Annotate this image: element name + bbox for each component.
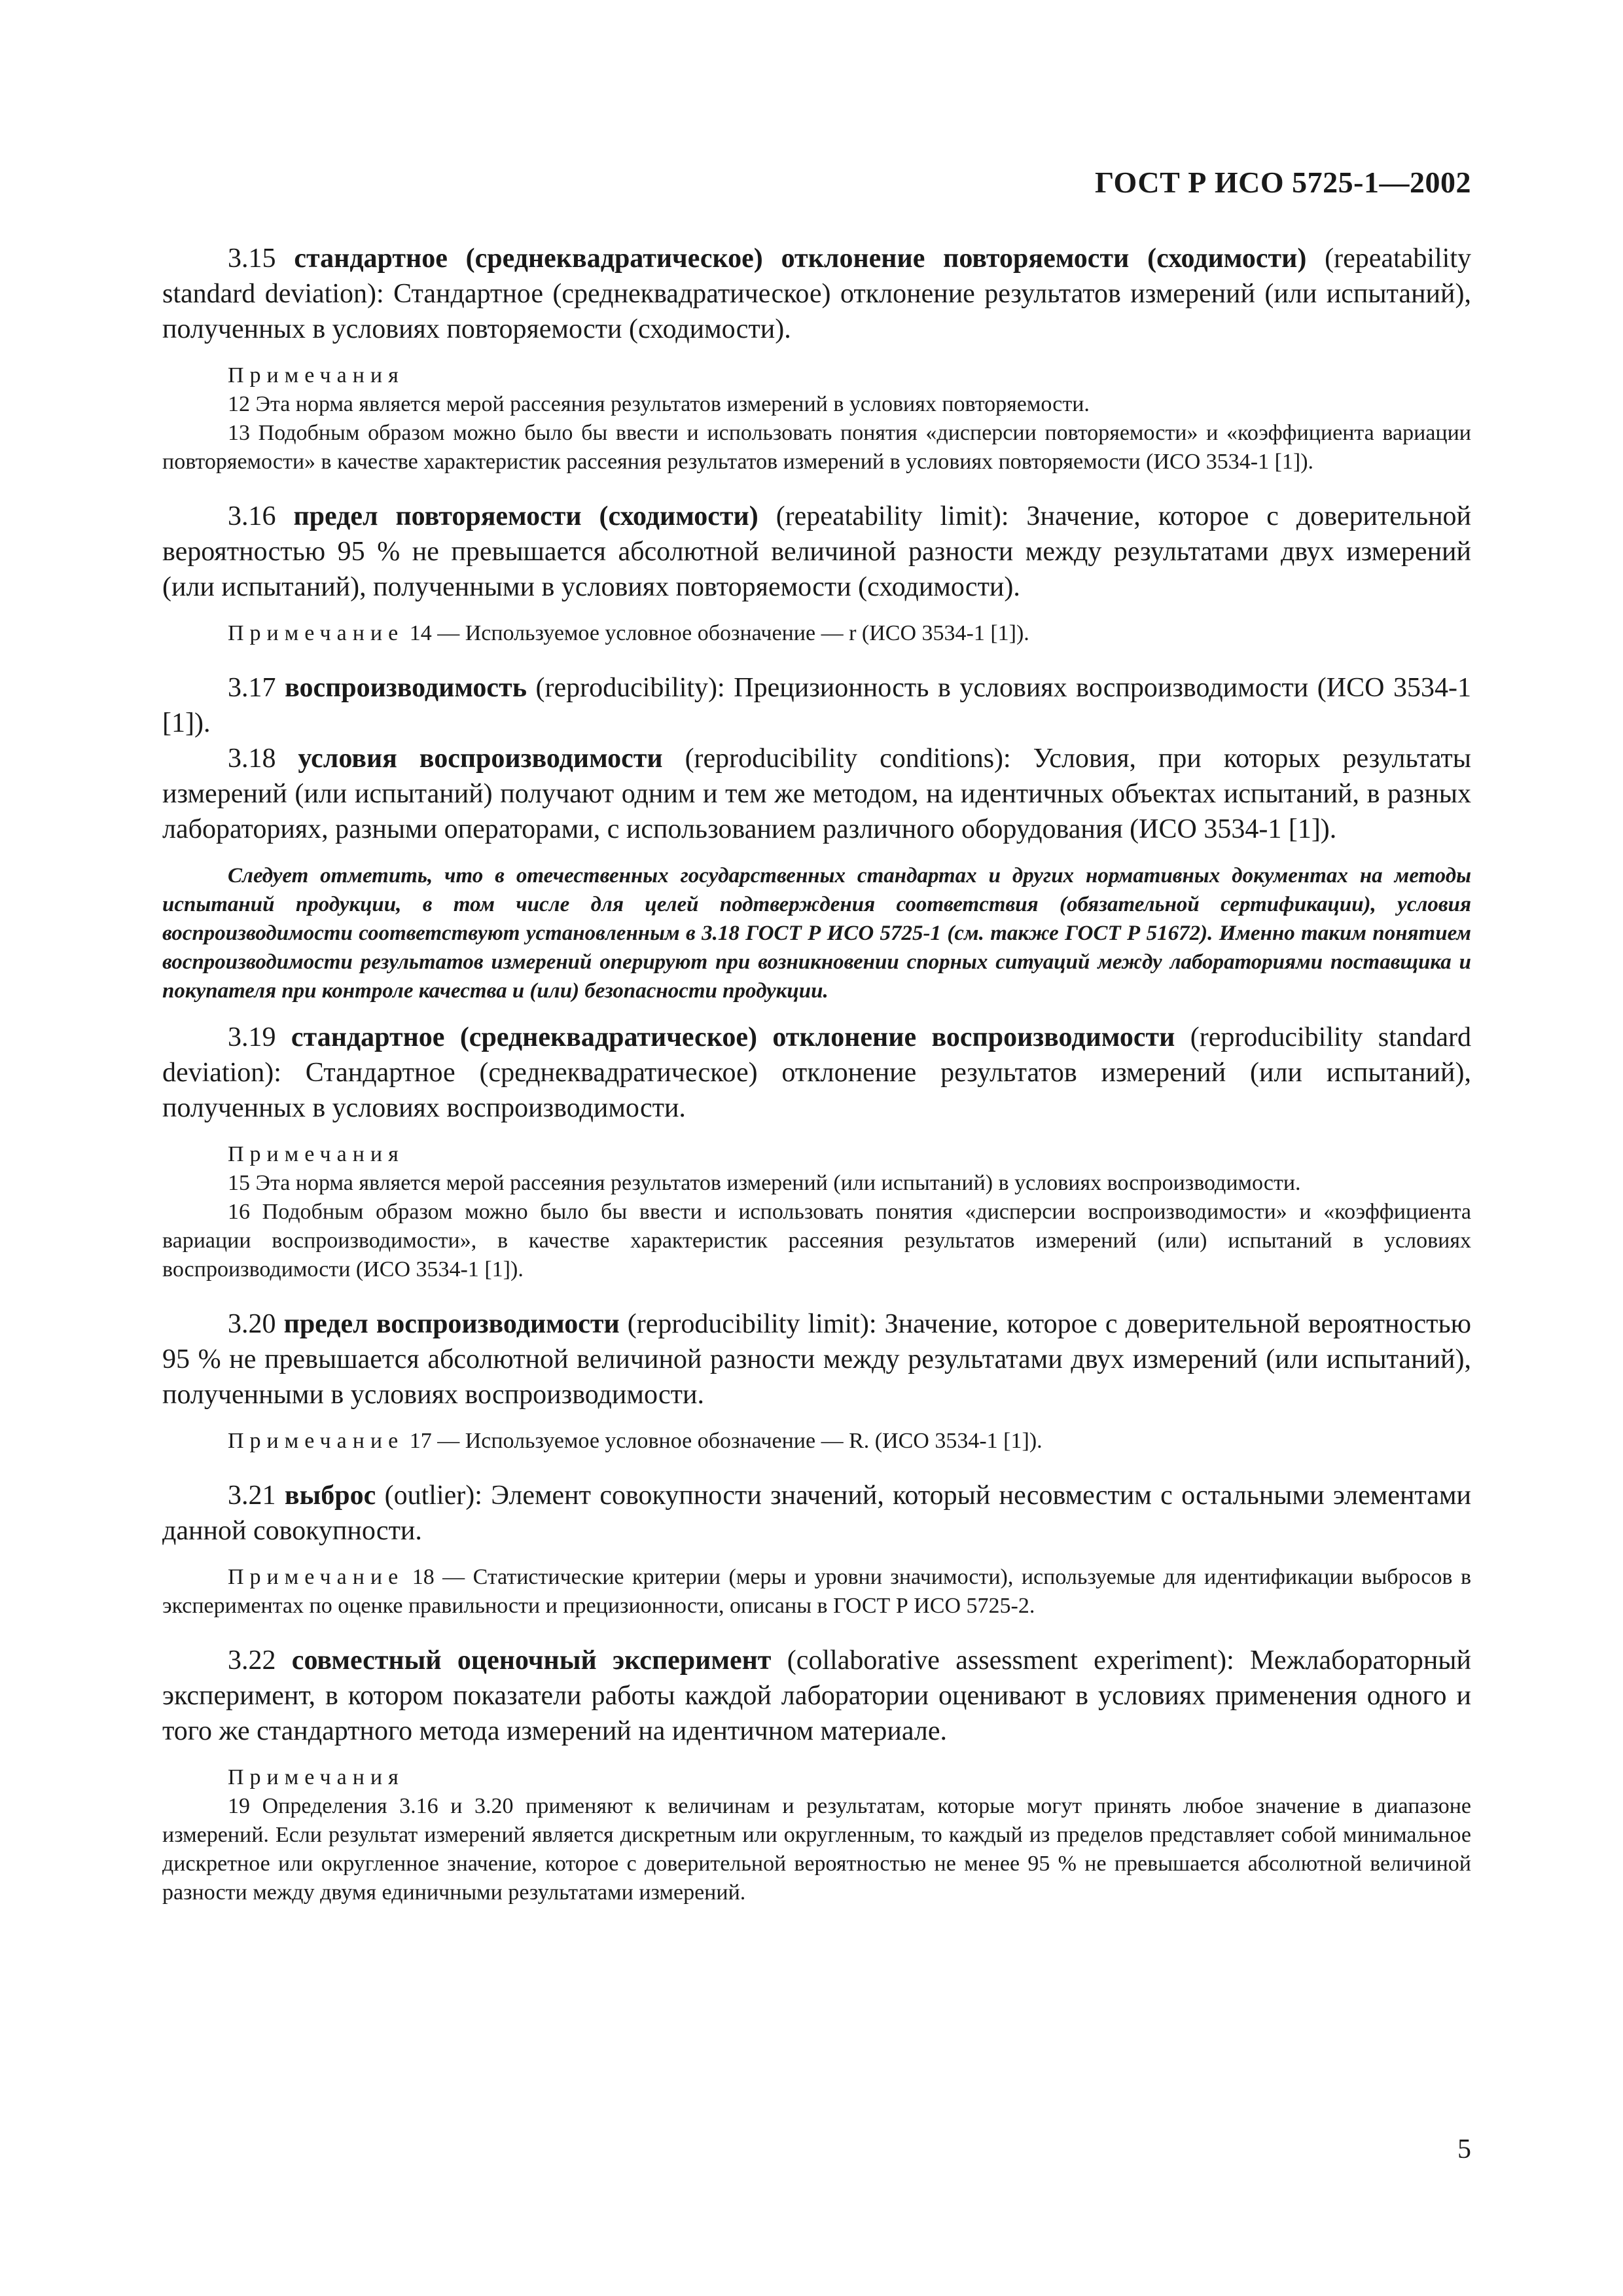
term-definition: (reproducibility standard deviation): Стандартное (среднеквадратическое) отклонение результатов измерений (или испытаний), полученных в условиях воспроизводимости. [162,1022,1472,1123]
national-note: Следует отметить, что в отечественных государственных стандартах и других нормативных документах на методы испытаний продукции, в том числе для целей подтверждения соответствия (обязательной сертификации), условия воспроизводимости соответствуют установленным в 3.18 ГОСТ Р ИСО 5725-1 (см. также ГОСТ Р 51672). Именно таким понятием воспроизводимости результатов измерений оперируют при возникновении спорных ситуаций между лабораториями поставщика и покупателя при контроле качества и (или) безопасности продукции. [162,864,1471,1003]
term-number: 3.19 [228,1022,276,1052]
term-title: условия воспроизводимости [298,744,663,774]
term-number: 3.20 [228,1309,276,1339]
term-title: стандартное (среднеквадратическое) отклонение повторяемости (сходимости) [294,243,1307,274]
document-code-header: ГОСТ Р ИСО 5725-1—2002 [1094,166,1471,199]
term-title: предел воспроизводимости [283,1309,620,1339]
note-13: 13 Подобным образом можно было бы ввести и использовать понятия «дисперсии повторяемости» и «коэффициента вариации повторяемости» в качестве характеристик рассеяния результатов измерений в условиях повторяемости (ИСО 3534-1 [1]). [162,421,1471,474]
term-definition: (repeatability limit): Значение, которое с доверительной вероятностью 95 % не превышается абсолютной величиной разности между результатами двух измерений (или испытаний), полученными в условиях повторяемости (сходимости). [162,501,1472,602]
term-3-19 [162,1020,1471,1126]
term-number: 3.17 [228,673,276,703]
term-number: 3.22 [228,1645,276,1676]
term-definition: (reproducibility): Прецизионность в условиях воспроизводимости (ИСО 3534-1 [1]). [162,673,1471,738]
term-title: совместный оценочный эксперимент [291,1645,772,1676]
term-title: предел повторяемости (сходимости) [293,501,758,531]
term-3-16 [162,499,1471,605]
note-label: Примечание [228,1565,404,1589]
note-text: 17 — Используемое условное обозначение — R. (ИСО 3534-1 [1]). [409,1429,1043,1453]
term-3-22 [162,1643,1471,1749]
note-16: 16 Подобным образом можно было бы ввести и использовать понятия «дисперсии воспроизводимости» и «коэффициента вариации воспроизводимости», в качестве характеристик рассеяния результатов измерений (или) испытаний в условиях воспроизводимости (ИСО 3534-1 [1]). [162,1200,1471,1282]
note-15: 15 Эта норма является мерой рассеяния результатов измерений (или испытаний) в условиях воспроизводимости. [228,1171,1301,1195]
term-number: 3.18 [228,744,276,774]
term-number: 3.15 [228,243,276,274]
term-title: воспроизводимость [285,673,527,703]
term-number: 3.16 [228,501,276,531]
term-3-17 [162,670,1471,741]
term-definition: (outlier): Элемент совокупности значений, который несовместим с остальными элементами данной совокупности. [162,1480,1471,1546]
document-body [162,241,1471,1907]
note-text: 14 — Используемое условное обозначение — r (ИСО 3534-1 [1]). [409,621,1029,645]
term-title: стандартное (среднеквадратическое) отклонение воспроизводимости [291,1022,1175,1052]
note-19: 19 Определения 3.16 и 3.20 применяют к величинам и результатам, которые могут принять любое значение в диапазоне измерений. Если результат измерений является дискретным или округленным, то каждый из пределов представляет собой минимальное дискретное или округленное значение, которое с доверительной вероятностью не менее 95 % не превышается абсолютной величиной разности между двумя единичными результатами измерений. [162,1794,1471,1905]
note-12: 12 Эта норма является мерой рассеяния результатов измерений в условиях повторяемости. [228,392,1090,416]
note-17 [162,1427,1471,1456]
note-14 [162,619,1471,648]
term-definition: (reproducibility limit): Значение, которое с доверительной вероятностью 95 % не превышается абсолютной величиной разности между результатами двух измерений (или испытаний), полученными в условиях воспроизводимости. [162,1309,1472,1410]
term-3-15 [162,241,1471,347]
term-number: 3.21 [228,1480,276,1511]
term-3-18 [162,741,1471,847]
term-definition: (collaborative assessment experiment): Межлабораторный эксперимент, в котором показатели работы каждой лаборатории оценивают в условиях применения одного и того же стандартного метода измерений на идентичном материале. [162,1645,1471,1746]
term-3-20 [162,1306,1471,1412]
term-definition: (repeatability standard deviation): Стандартное (среднеквадратическое) отклонение результатов измерений (или испытаний), полученных в условиях повторяемости (сходимости). [162,243,1472,344]
note-18 [162,1563,1471,1621]
notes-label: Примечания [228,1142,404,1166]
notes-label: Примечания [228,1765,404,1789]
term-title: выброс [284,1480,376,1511]
notes-label: Примечания [228,363,404,387]
note-text: 18 — Статистические критерии (меры и уровни значимости), используемые для идентификации выбросов в экспериментах по оценке правильности и прецизионности, описаны в ГОСТ Р ИСО 5725-2. [162,1565,1472,1618]
page-number: 5 [1457,2134,1471,2164]
term-definition: (reproducibility conditions): Условия, при которых результаты измерений (или испытаний) получают одним и тем же методом, на идентичных объектах испытаний, в разных лабораториях, разными операторами, с использованием различного оборудования (ИСО 3534-1 [1]). [162,744,1472,844]
term-3-21 [162,1478,1471,1549]
note-label: Примечание [228,1429,404,1453]
note-label: Примечание [228,621,404,645]
